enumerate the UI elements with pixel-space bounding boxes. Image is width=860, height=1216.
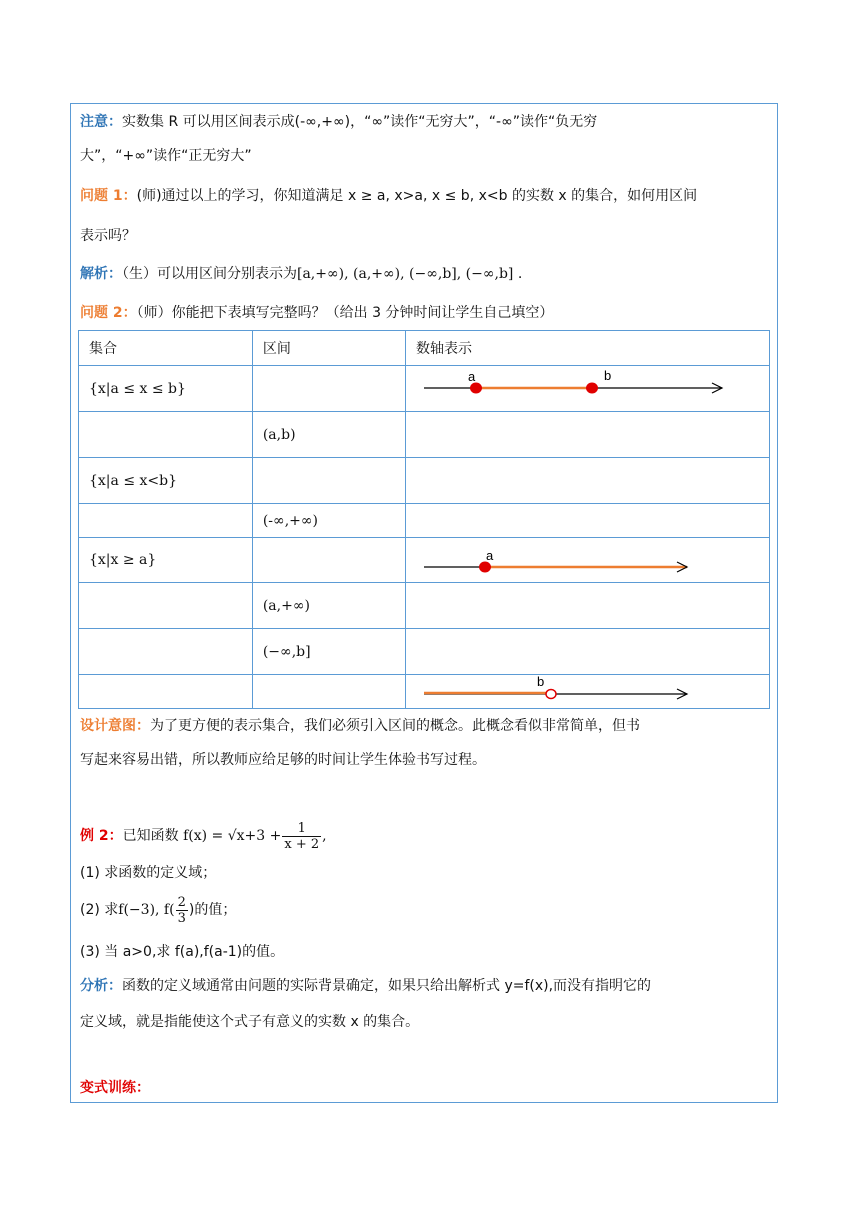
interval-cell: (a,+∞) [262, 597, 310, 614]
function-fraction [282, 821, 321, 852]
function-expression: f(x) = √x+3 + [183, 828, 282, 844]
fraction-denominator: 3 [177, 910, 186, 926]
number-line-closed-ray [406, 539, 769, 582]
item-2-math: f(−3), f( [118, 902, 175, 918]
table-row [79, 366, 770, 412]
variant-label: 变式训练： [80, 1080, 150, 1096]
closed-point-a [479, 561, 491, 572]
label-b: b [537, 675, 545, 689]
number-line-open-left-ray [406, 676, 769, 708]
design-text-1: 为了更方便的表示集合，我们必须引入区间的概念。此概念看似非常简单，但书 [150, 718, 640, 734]
interval-cell: (−∞,b] [262, 643, 311, 660]
question-2-line [80, 303, 553, 323]
open-point-b [546, 689, 556, 698]
set-cell: {x|a ≤ x ≤ b} [89, 380, 186, 397]
note-text-2: 大”，“+∞”读作“正无穷大” [80, 148, 252, 164]
table-row [79, 504, 770, 538]
example-2-item-3 [80, 942, 284, 962]
example-2-intro: 已知函数 [122, 828, 179, 844]
table-row [79, 538, 770, 583]
analysis-1-line [80, 264, 522, 284]
question-1-text-2: 表示吗？ [80, 228, 136, 244]
analysis-1-text: （生）可以用区间分别表示为 [122, 266, 297, 282]
example-2-line [80, 819, 327, 853]
note-label: 注意： [80, 114, 122, 130]
note-line-2 [80, 146, 252, 166]
question-2-label: 问题 2： [80, 305, 137, 321]
note-line-1 [80, 112, 597, 132]
number-line-closed-closed [406, 367, 769, 411]
note-text-1: 实数集 R 可以用区间表示成(-∞,+∞)，“∞”读作“无穷大”，“-∞”读作“负无穷 [122, 114, 598, 130]
closed-point-b [586, 382, 598, 393]
set-cell: {x|x ≥ a} [89, 552, 157, 568]
analysis-2-text-2: 定义域，就是指能使这个式子有意义的实数 x 的集合。 [80, 1014, 420, 1030]
label-a: a [486, 547, 494, 563]
closed-point-a [470, 382, 482, 393]
question-1-text-1: (师)通过以上的学习，你知道满足 x ≥ a, x>a, x ≤ b, x<b 的实数 x 的集合，如何用区间 [136, 188, 698, 204]
fraction-numerator: 2 [177, 894, 186, 910]
table-row [79, 458, 770, 504]
table-header-row [79, 331, 770, 366]
question-1-label: 问题 1： [80, 188, 137, 204]
analysis-2-line-2 [80, 1012, 419, 1032]
set-cell: {x|a ≤ x<b} [89, 472, 177, 489]
analysis-1-math: [a,+∞), (a,+∞), (−∞,b], (−∞,b] . [297, 266, 523, 282]
function-tail: , [322, 828, 327, 844]
example-2-item-1 [80, 863, 216, 883]
item-3-text: (3) 当 a>0,求 f(a),f(a-1)的值。 [80, 944, 285, 960]
fraction-denominator: x + 2 [284, 836, 320, 852]
table-row [79, 675, 770, 709]
example-2-label: 例 2： [80, 828, 123, 844]
example-2-item-2 [80, 893, 236, 927]
design-line-2 [80, 750, 486, 770]
header-interval: 区间 [252, 331, 405, 366]
table-row [79, 583, 770, 629]
analysis-2-label: 分析： [80, 978, 122, 994]
design-label: 设计意图： [80, 718, 150, 734]
interval-cell: (a,b) [262, 426, 296, 443]
design-line-1 [80, 716, 640, 736]
interval-table [78, 330, 770, 709]
label-b: b [604, 367, 612, 383]
analysis-2-text-1: 函数的定义域通常由问题的实际背景确定，如果只给出解析式 y=f(x),而没有指明它的 [122, 978, 652, 994]
interval-cell: (-∞,+∞) [262, 512, 319, 529]
question-2-text: （师）你能把下表填写完整吗？（给出 3 分钟时间让学生自己填空） [136, 305, 554, 321]
item-1-text: (1) 求函数的定义域； [80, 865, 217, 881]
item-2-suffix: )的值； [188, 902, 237, 918]
design-text-2: 写起来容易出错，所以教师应给足够的时间让学生体验书写过程。 [80, 752, 486, 768]
label-a: a [468, 368, 476, 384]
table-row [79, 412, 770, 458]
question-1-line-2 [80, 226, 136, 246]
item-2-fraction [176, 895, 188, 926]
question-1-line-1 [80, 186, 697, 206]
header-set: 集合 [79, 331, 253, 366]
table-row [79, 629, 770, 675]
item-2-prefix: (2) 求 [80, 902, 119, 918]
variant-line [80, 1078, 150, 1098]
analysis-1-label: 解析： [80, 266, 122, 282]
header-axis: 数轴表示 [406, 331, 770, 366]
fraction-numerator: 1 [282, 821, 321, 837]
analysis-2-line-1 [80, 976, 651, 996]
